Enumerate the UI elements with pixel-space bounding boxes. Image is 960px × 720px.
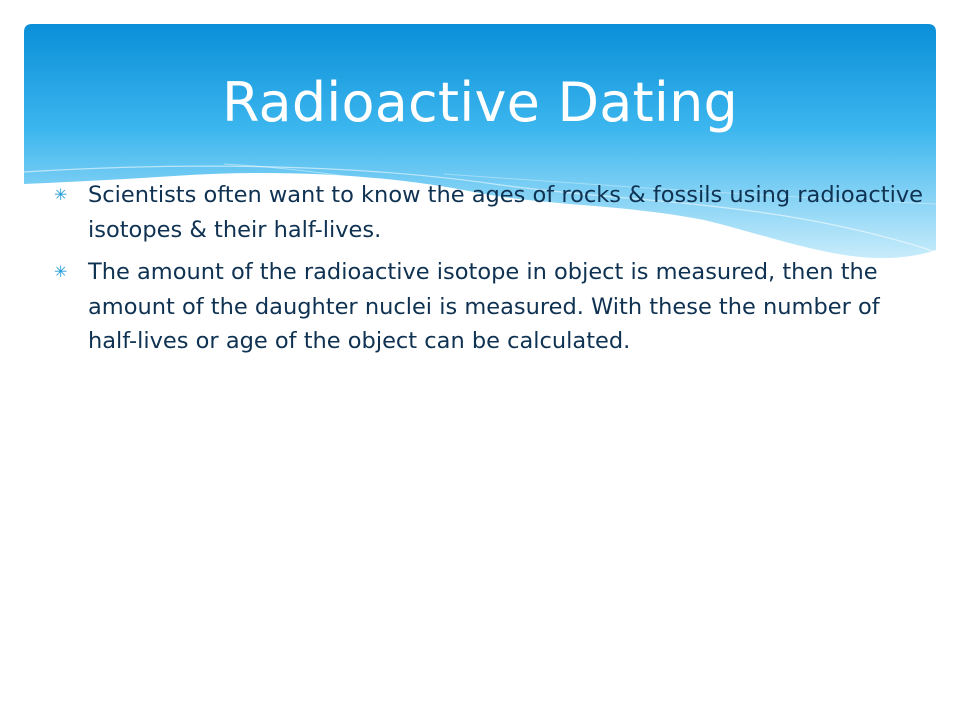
asterisk-bullet-icon: ✳ <box>54 185 68 204</box>
bullet-item <box>54 178 934 247</box>
bullet-list <box>54 178 934 367</box>
slide-title: Radioactive Dating <box>222 71 738 134</box>
bullet-text: The amount of the radioactive isotope in object is measured, then the amount of the daughter nuclei is measured. With these the number of half-lives or age of the object can be calculated. <box>88 259 880 354</box>
bullet-item <box>54 255 934 359</box>
asterisk-bullet-icon: ✳ <box>54 262 68 281</box>
bullet-text: Scientists often want to know the ages of rocks & fossils using radioactive isotopes & their half-lives. <box>88 182 924 243</box>
